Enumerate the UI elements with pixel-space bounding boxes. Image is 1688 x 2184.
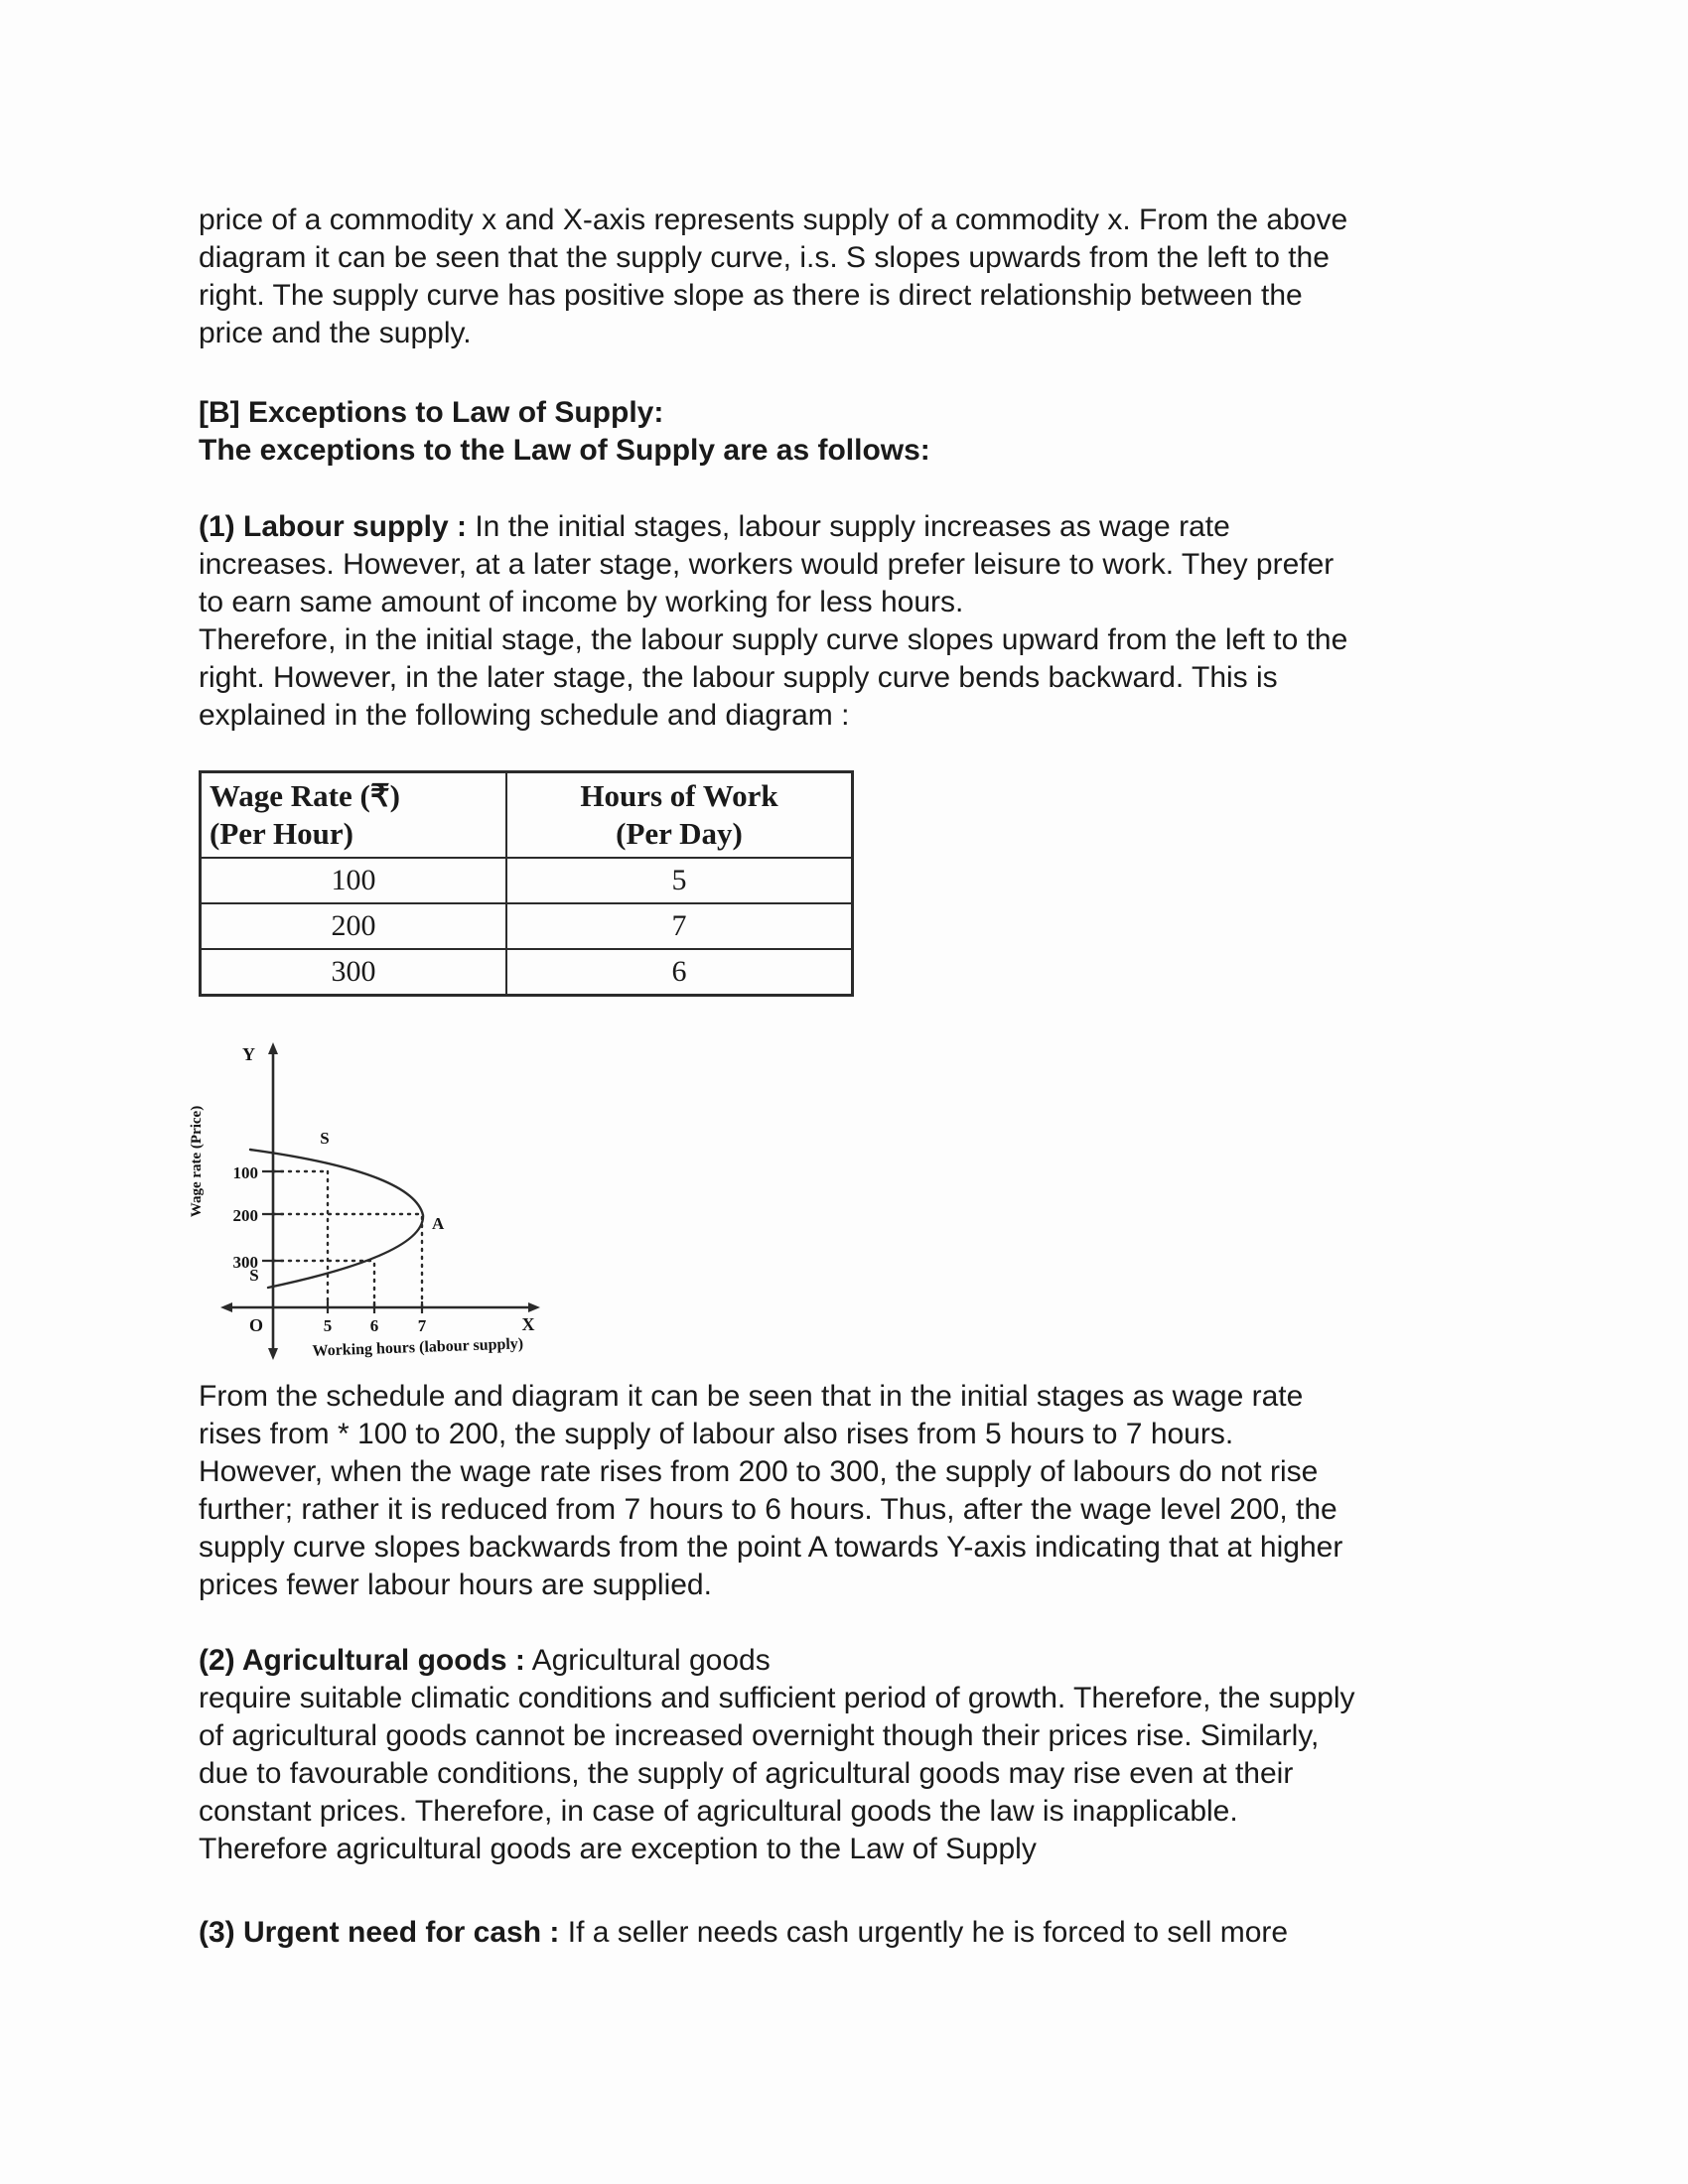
table-header-row [201,772,853,859]
text-line: right. The supply curve has positive slope as there is direct relationship between the [199,279,1303,312]
x-axis-right-arrow [528,1302,540,1312]
intro-paragraph [199,202,1529,352]
table-cell: 200 [201,903,507,949]
text-line: of agricultural goods cannot be increased overnight though their prices rise. Similarly, [199,1719,1320,1752]
text-line: price of a commodity x and X-axis represents supply of a commodity x. From the above [199,204,1348,236]
x-tick-label-6: 6 [369,1316,379,1335]
text-line: require suitable climatic conditions and sufficient period of growth. Therefore, the supply [199,1682,1355,1714]
heading-line-2: The exceptions to the Law of Supply are as follows: [199,434,930,467]
schedule-table-wrap [199,770,1529,997]
text-line [199,1642,1529,1680]
y-axis-title: Wage rate (Price) [189,1105,205,1218]
table-row [201,903,853,949]
table-row [201,949,853,996]
text-line: right. However, in the later stage, the labour supply curve bends backward. This is [199,661,1278,694]
agricultural-goods-paragraph [199,1642,1529,1868]
urgent-cash-lead: (3) Urgent need for cash : [199,1916,560,1949]
urgent-cash-first-line: If a seller needs cash urgently he is forced to sell more [567,1916,1289,1949]
labour-supply-lead: (1) Labour supply : [199,510,467,543]
y-tick-label-300: 300 [232,1253,258,1272]
point-s-top-label: S [320,1129,330,1148]
x-axis-end-label: X [521,1314,535,1334]
x-axis-caption: Working hours (labour supply) [312,1335,524,1360]
table-cell: 100 [201,858,507,903]
guide-100-5 [273,1171,328,1307]
text-line: diagram it can be seen that the supply curve, i.s. S slopes upwards from the left to the [199,241,1330,274]
origin-label: O [248,1315,264,1335]
text-line: explained in the following schedule and diagram : [199,699,850,732]
y-axis-end-label: Y [242,1044,255,1064]
y-axis-down-arrow [268,1348,278,1360]
text-line: supply curve slopes backwards from the point A towards Y-axis indicating that at higher [199,1531,1343,1564]
labour-supply-first-line: In the initial stages, labour supply increases as wage rate [475,510,1230,543]
table-header-wage [201,772,507,859]
text-line: prices fewer labour hours are supplied. [199,1569,712,1601]
page-content [189,202,1529,1952]
y-axis-up-arrow [268,1042,278,1054]
text-line: further; rather it is reduced from 7 hours to 6 hours. Thus, after the wage level 200, the [199,1493,1337,1526]
y-tick-label-200: 200 [232,1206,258,1225]
text-line: price and the supply. [199,317,472,349]
text-line: Therefore agricultural goods are exception to the Law of Supply [199,1833,1037,1865]
header-line: (Per Hour) [210,816,353,851]
table-row [201,858,853,903]
supply-curve [250,1150,423,1288]
table-cell: 300 [201,949,507,996]
labour-supply-paragraph [199,508,1529,735]
wage-hours-table [199,770,854,997]
text-line [199,508,1529,546]
y-tick-label-100: 100 [232,1163,258,1182]
exceptions-heading [199,394,1529,470]
point-a-label: A [432,1214,445,1233]
agricultural-goods-lead: (2) Agricultural goods : [199,1644,525,1677]
point-s-bottom-label: S [249,1266,259,1285]
x-tick-label-7: 7 [417,1316,427,1335]
text-line: constant prices. Therefore, in case of agricultural goods the law is inapplicable. [199,1795,1238,1828]
table-cell: 5 [506,858,853,903]
table-header-hours [506,772,853,859]
x-axis-left-arrow [220,1302,232,1312]
text-line: increases. However, at a later stage, workers would prefer leisure to work. They prefer [199,548,1335,581]
text-line: From the schedule and diagram it can be seen that in the initial stages as wage rate [199,1380,1304,1413]
labour-supply-diagram [179,1032,556,1365]
text-line: rises from * 100 to 200, the supply of labour also rises from 5 hours to 7 hours. [199,1418,1234,1450]
table-cell: 6 [506,949,853,996]
analysis-paragraph [199,1378,1529,1604]
x-tick-label-5: 5 [323,1316,333,1335]
heading-line-1: [B] Exceptions to Law of Supply: [199,396,664,429]
urgent-cash-paragraph [199,1914,1529,1952]
text-line [199,1914,1529,1952]
header-line: Hours of Work [580,778,778,813]
text-line: due to favourable conditions, the supply of agricultural goods may rise even at their [199,1757,1294,1790]
text-line: However, when the wage rate rises from 200 to 300, the supply of labours do not rise [199,1455,1319,1488]
table-cell: 7 [506,903,853,949]
header-line: (Per Day) [616,816,743,851]
header-line: Wage Rate (₹) [210,778,400,813]
agricultural-goods-first-line: Agricultural goods [531,1644,771,1677]
text-line: Therefore, in the initial stage, the labour supply curve slopes upward from the left to the [199,623,1348,656]
text-line: to earn same amount of income by working for less hours. [199,586,964,618]
